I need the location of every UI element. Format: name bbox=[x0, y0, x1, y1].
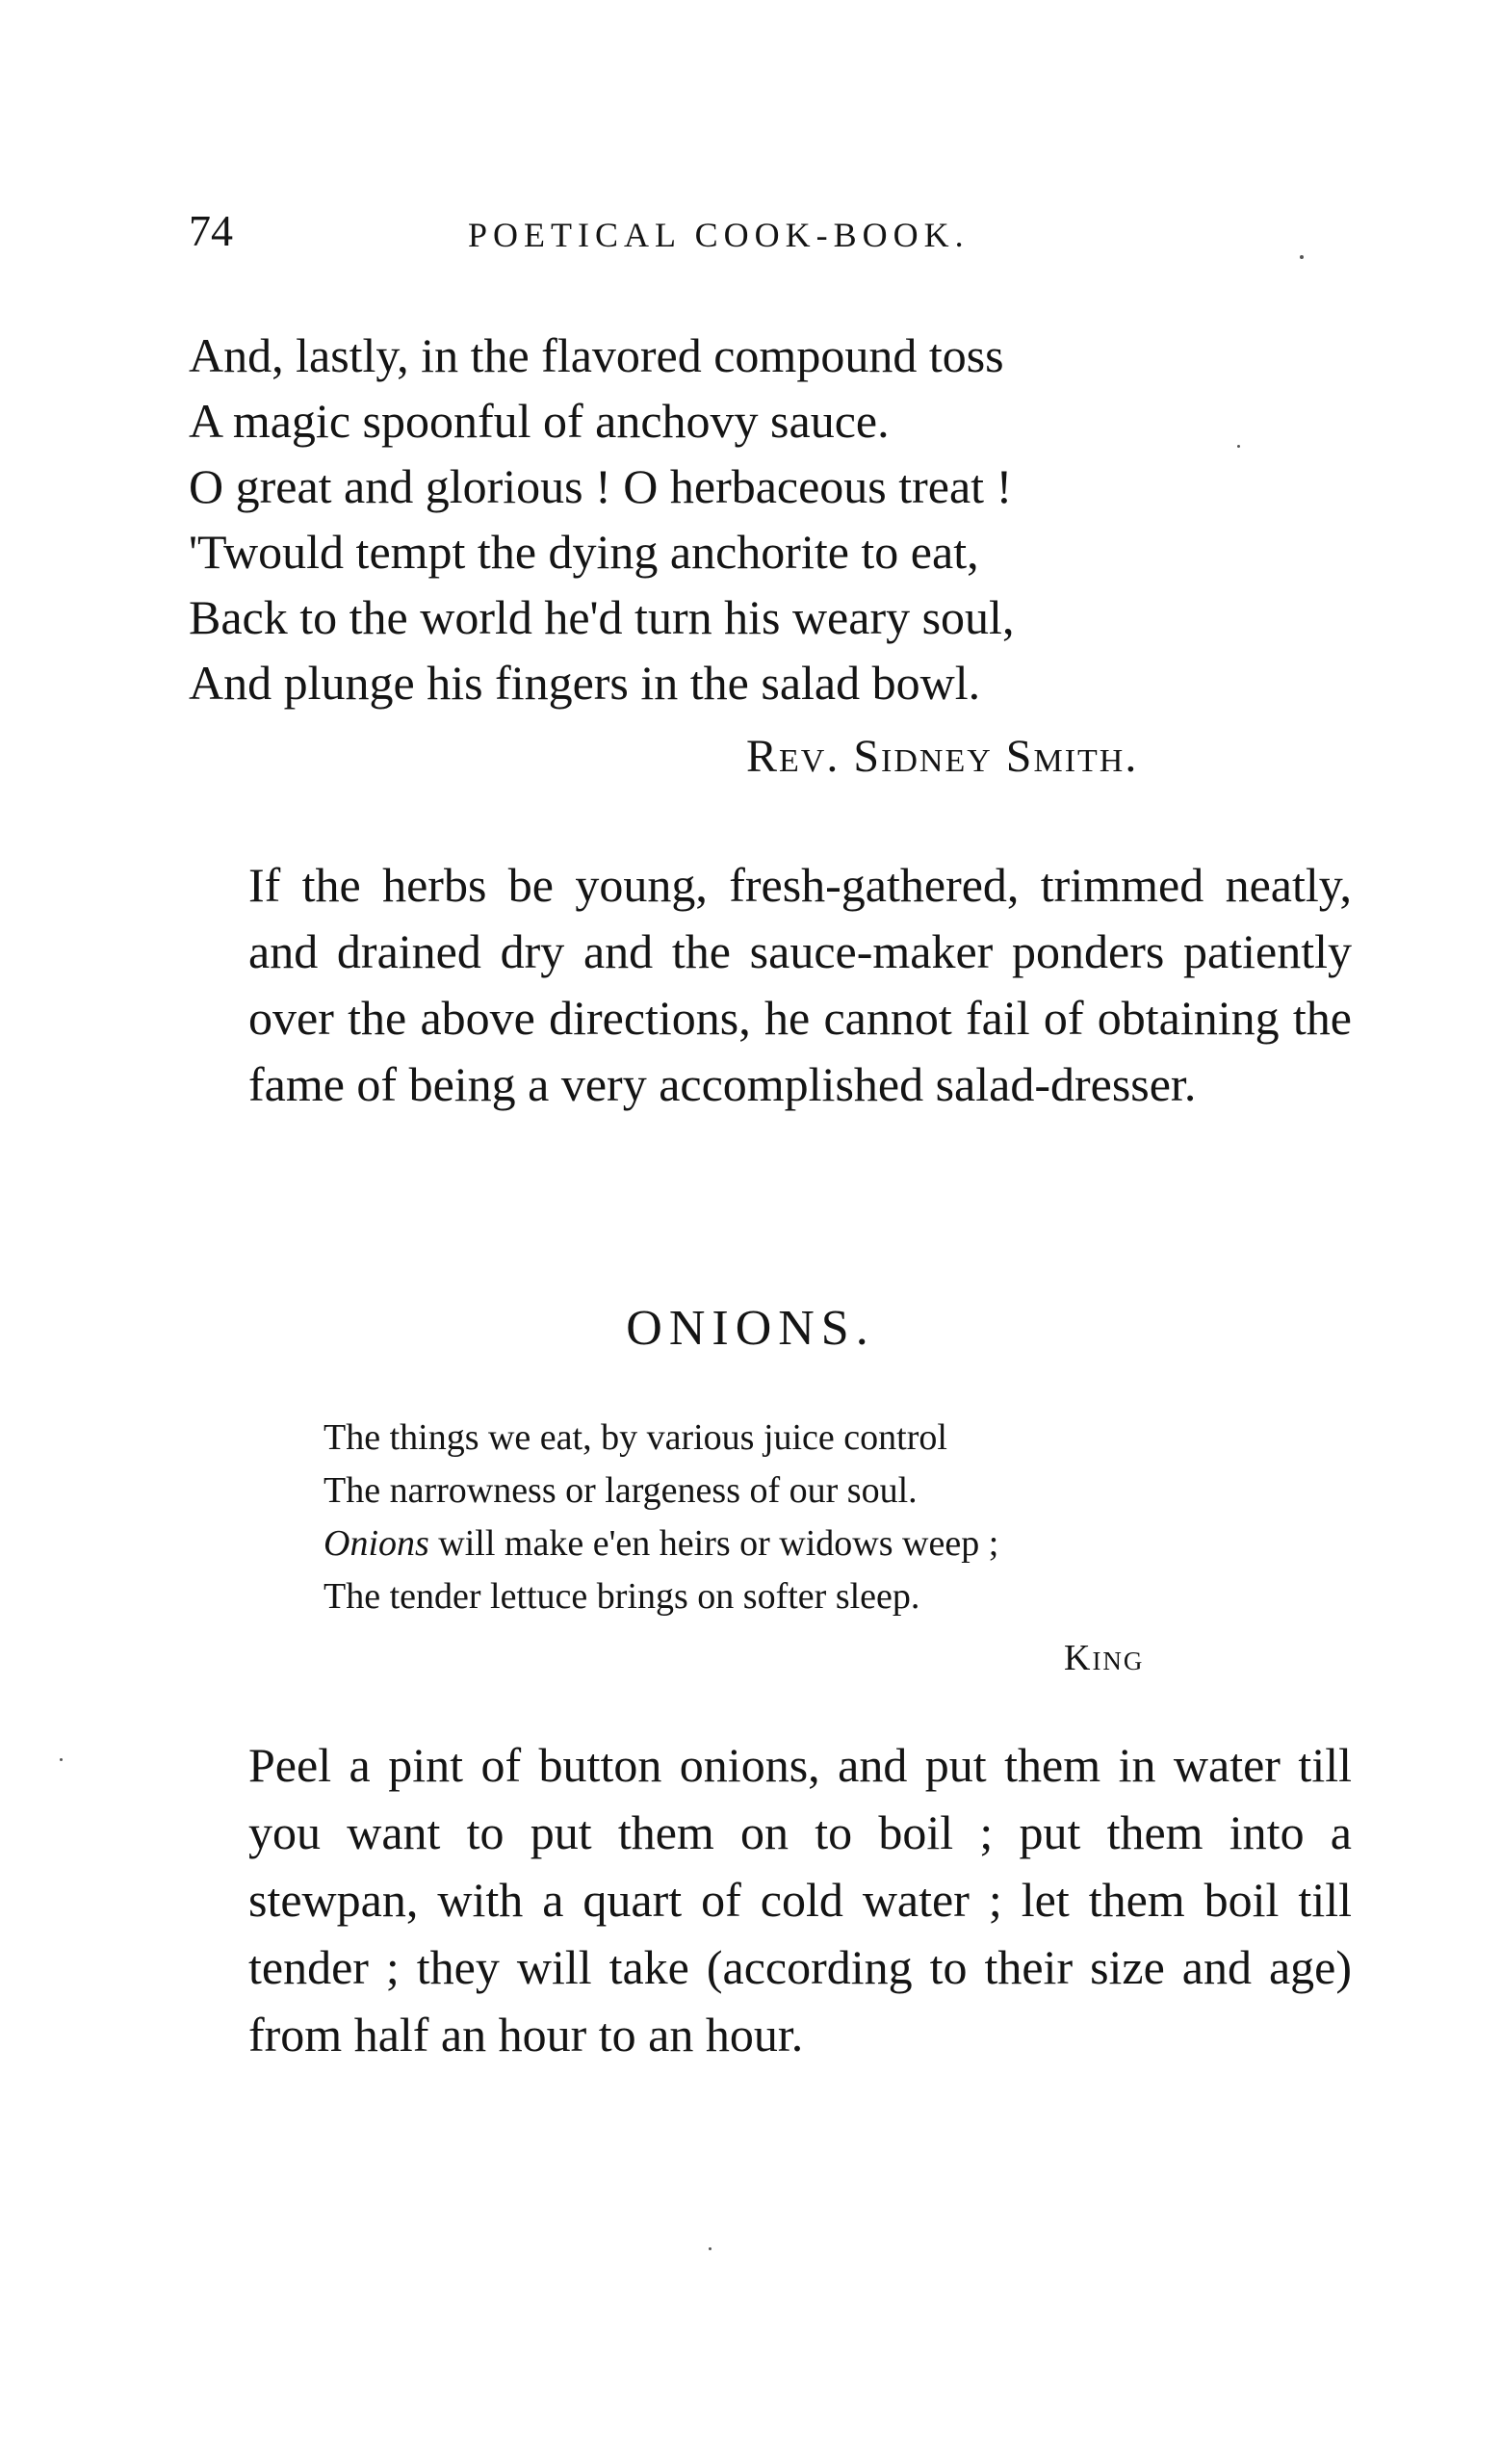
poem-line: The narrowness or largeness of our soul. bbox=[323, 1470, 918, 1511]
poem-line: The things we eat, by various juice control bbox=[323, 1417, 947, 1458]
running-head: POETICAL COOK-BOOK. bbox=[468, 216, 970, 254]
ink-speck bbox=[1237, 445, 1240, 448]
body-paragraph bbox=[189, 852, 1352, 1118]
page-header bbox=[189, 202, 1344, 260]
paragraph-text: Peel a pint of button onions, and put them in water till you want to put them on to boil ; put them into a stewpan, with a quart of cold water ; let them boil till tender ; they will take (according to their size and age) from half an hour to an hour. bbox=[248, 1738, 1352, 2062]
poem-line: The tender lettuce brings on softer sleep. bbox=[323, 1576, 920, 1617]
section-title: ONIONS. bbox=[626, 1301, 875, 1356]
ink-speck bbox=[709, 2247, 712, 2250]
poem-line-rest: will make e'en heirs or widows weep ; bbox=[428, 1523, 999, 1564]
page-number: 74 bbox=[189, 206, 233, 255]
ink-speck bbox=[60, 1758, 63, 1761]
poem-line: A magic spoonful of anchovy sauce. bbox=[189, 394, 890, 448]
poem-line: And plunge his fingers in the salad bowl. bbox=[189, 656, 981, 710]
poem-line: And, lastly, in the flavored compound toss bbox=[189, 328, 1004, 382]
poem-line: 'Twould tempt the dying anchorite to eat, bbox=[189, 525, 979, 579]
poem-salad bbox=[189, 323, 1014, 715]
poem-onions bbox=[323, 1412, 998, 1623]
poem-line: Back to the world he'd turn his weary soul, bbox=[189, 590, 1015, 644]
poem-attribution: King bbox=[1064, 1638, 1145, 1678]
poem-line: O great and glorious ! O herbaceous treat ! bbox=[189, 459, 1013, 513]
poem-line bbox=[323, 1517, 998, 1570]
poem-attribution: Rev. Sidney Smith. bbox=[746, 731, 1139, 782]
body-paragraph bbox=[189, 1731, 1352, 2068]
ink-speck bbox=[1300, 255, 1304, 259]
paragraph-text: If the herbs be young, fresh-gathered, trimmed neatly, and drained dry and the sauce-maker ponders patiently over the above directions, he cannot fail of obtaining the fame of being a very accomplished salad-dresser. bbox=[248, 858, 1352, 1111]
italic-word: Onions bbox=[323, 1523, 429, 1564]
